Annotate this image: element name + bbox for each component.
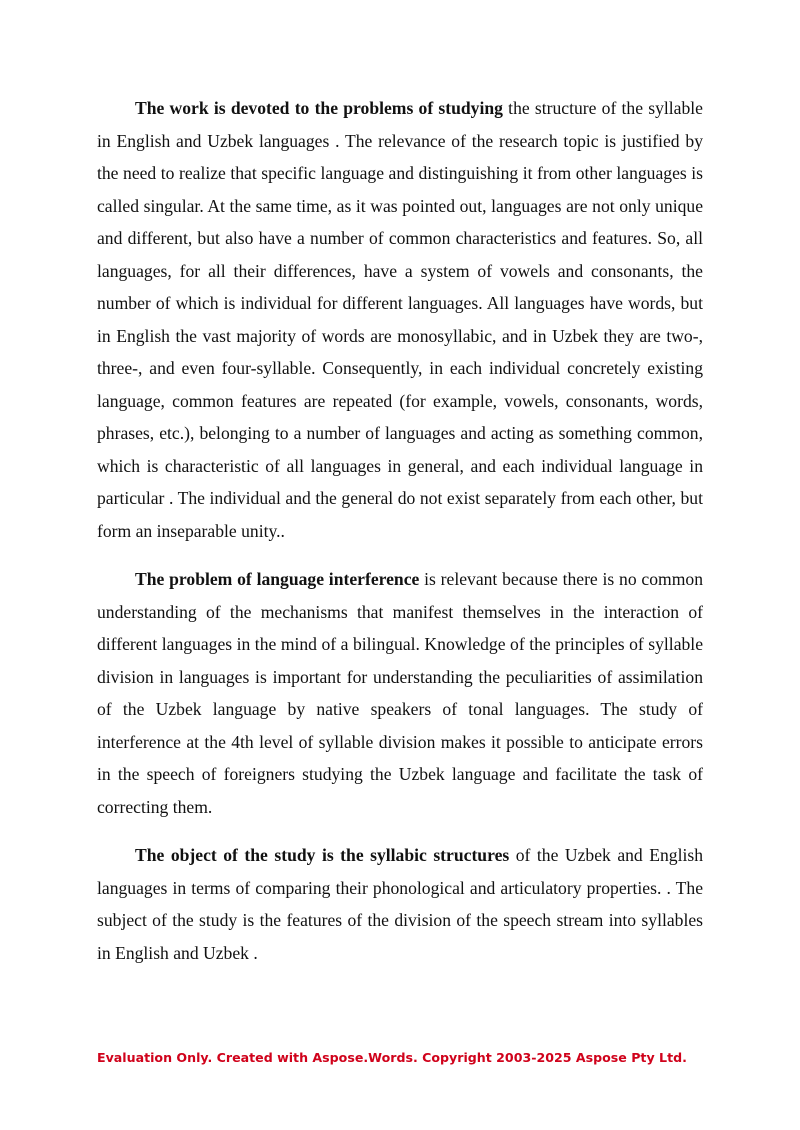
paragraph-1-text: the structure of the syllable in English and Uzbek languages . The relevance of the research topic is justified by the need to realize that specific language and distinguishing it from other languages is called singular. At the same time, as it was pointed out, languages are not only unique and different, but also have a number of common characteristics and features. So, all languages, for all their differences, have a system of vowels and consonants, the number of which is individual for different languages. All languages have words, but in English the vast majority of words are monosyllabic, and in Uzbek they are two-, three-, and even four-syllable. Consequently, in each individual concretely existing language, common features are repeated (for example, vowels, consonants, words, phrases, etc.), belonging to a number of languages and acting as something common, which is characteristic of all languages in general, and each individual language in particular . The individual and the general do not exist separately from each other, but form an inseparable unity.. xyxy=(97,98,703,541)
paragraph-1 xyxy=(97,92,703,547)
paragraph-2-text: is relevant because there is no common understanding of the mechanisms that manifest themselves in the interaction of different languages in the mind of a bilingual. Knowledge of the principles of syllable division in languages is important for understanding the peculiarities of assimilation of the Uzbek language by native speakers of tonal languages. The study of interference at the 4th level of syllable division makes it possible to anticipate errors in the speech of foreigners studying the Uzbek language and facilitate the task of correcting them. xyxy=(97,569,704,817)
document-body xyxy=(97,92,703,985)
paragraph-3-lead: The object of the study is the syllabic structures xyxy=(135,845,510,865)
paragraph-1-lead: The work is devoted to the problems of studying xyxy=(135,98,503,118)
evaluation-watermark: Evaluation Only. Created with Aspose.Words. Copyright 2003-2025 Aspose Pty Ltd. xyxy=(97,1050,687,1065)
paragraph-3-text: of the Uzbek and English languages in terms of comparing their phonological and articulatory properties. . The subject of the study is the features of the division of the speech stream into syllables in English and Uzbek . xyxy=(97,845,703,963)
paragraph-3 xyxy=(97,839,703,969)
paragraph-2-lead: The problem of language interference xyxy=(135,569,420,589)
paragraph-2 xyxy=(97,563,703,823)
